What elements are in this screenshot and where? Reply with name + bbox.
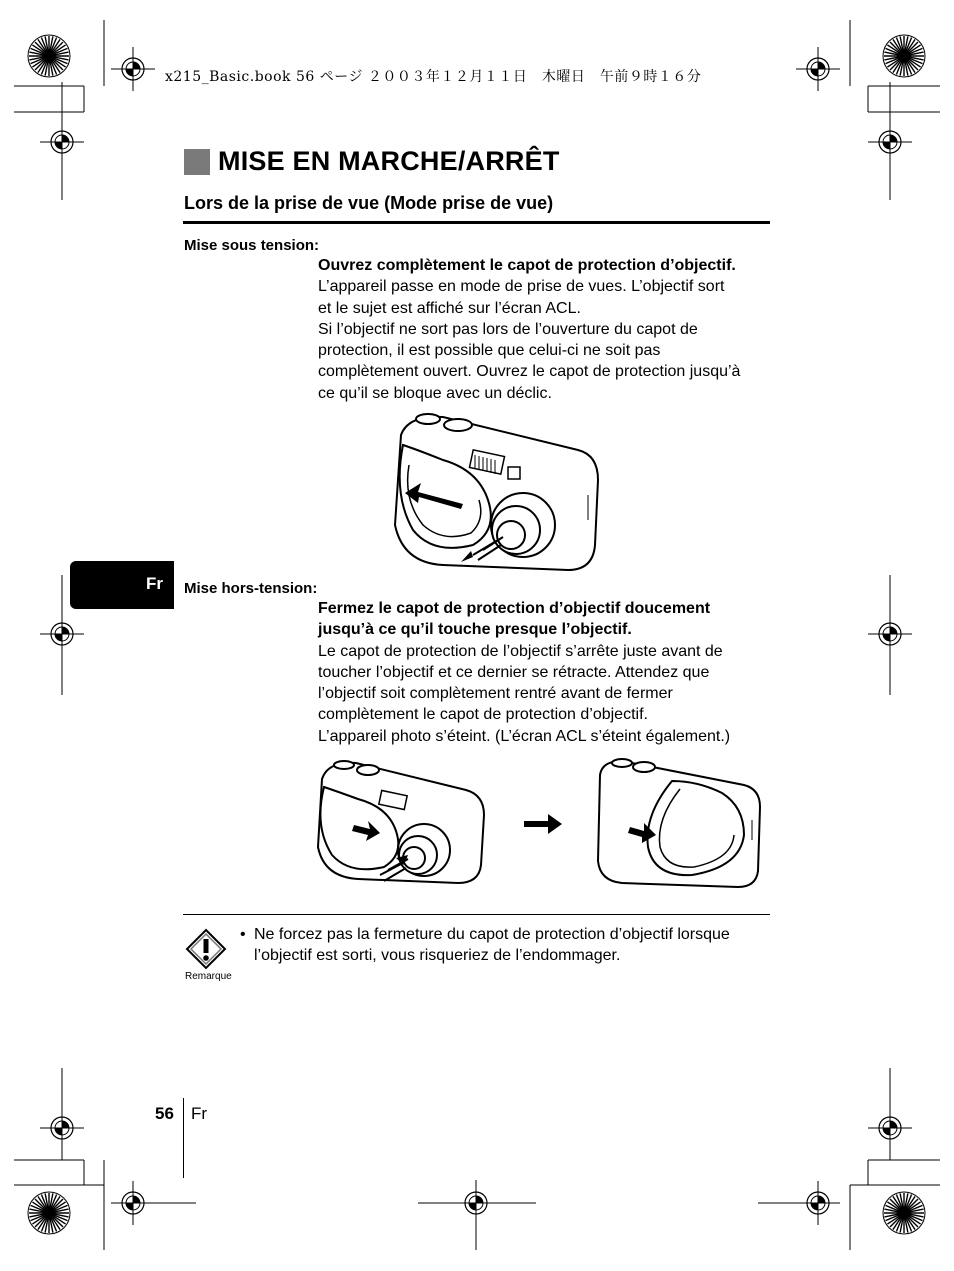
power-on-instruction: Ouvrez complètement le capot de protection d’objectif. <box>318 257 736 274</box>
power-off-text <box>318 598 788 747</box>
camera-closed-illustration <box>594 755 764 891</box>
power-on-line: Si l’objectif ne sort pas lors de l’ouverture du capot de <box>318 320 698 338</box>
print-header-line: x215_Basic.book 56 ページ ２００３年１２月１１日 木曜日 午前９時１６分 <box>165 69 702 85</box>
footer-separator <box>183 1098 184 1178</box>
power-off-line: L’appareil photo s’éteint. (L’écran ACL s’éteint également.) <box>318 727 731 745</box>
title-square-icon <box>184 149 210 175</box>
note-line: Ne forcez pas la fermeture du capot de protection d’objectif lorsque <box>254 926 730 943</box>
note-icon-label: Remarque <box>185 971 232 982</box>
power-off-label: Mise hors-tension: <box>184 580 318 597</box>
section-subtitle: Lors de la prise de vue (Mode prise de vue) <box>184 193 554 213</box>
power-on-label: Mise sous tension: <box>184 237 320 254</box>
transition-arrow-icon <box>524 812 564 836</box>
note-bullet: • <box>240 926 246 943</box>
power-on-line: et le sujet est affiché sur l’écran ACL. <box>318 299 581 317</box>
page-number: 56 <box>155 1104 174 1123</box>
note-body <box>254 924 770 966</box>
power-on-line: L’appareil passe en mode de prise de vues. L’objectif sort <box>318 278 725 296</box>
note-divider <box>183 914 770 915</box>
camera-closing-illustration <box>308 755 493 887</box>
power-off-instruction: jusqu’à ce qu’il touche presque l’objectif. <box>318 621 632 639</box>
power-off-line: l’objectif soit complètement rentré avant de fermer <box>318 685 673 703</box>
power-on-line: protection, il est possible que celui-ci ne soit pas <box>318 342 661 360</box>
side-tab-label: Fr <box>146 574 163 593</box>
power-off-line: complètement le capot de protection d’objectif. <box>318 706 648 724</box>
power-on-line: complètement ouvert. Ouvrez le capot de protection jusqu’à <box>318 363 741 381</box>
power-off-line: toucher l’objectif et ce dernier se rétracte. Attendez que <box>318 663 710 681</box>
footer-language: Fr <box>191 1104 208 1123</box>
camera-open-illustration <box>383 405 613 580</box>
page-title: MISE EN MARCHE/ARRÊT <box>218 146 560 176</box>
power-off-instruction: Fermez le capot de protection d’objectif doucement <box>318 600 711 617</box>
subtitle-rule <box>183 221 770 224</box>
page-title-row <box>184 146 560 177</box>
note-line: l’objectif est sorti, vous risqueriez de l’endommager. <box>254 947 621 964</box>
power-off-line: Le capot de protection de l’objectif s’arrête juste avant de <box>318 642 723 660</box>
power-on-text <box>318 255 778 404</box>
note-text <box>240 924 770 966</box>
power-on-line: ce qu’il se bloque avec un déclic. <box>318 384 552 402</box>
warning-icon <box>185 928 227 970</box>
side-language-tab <box>70 561 174 609</box>
